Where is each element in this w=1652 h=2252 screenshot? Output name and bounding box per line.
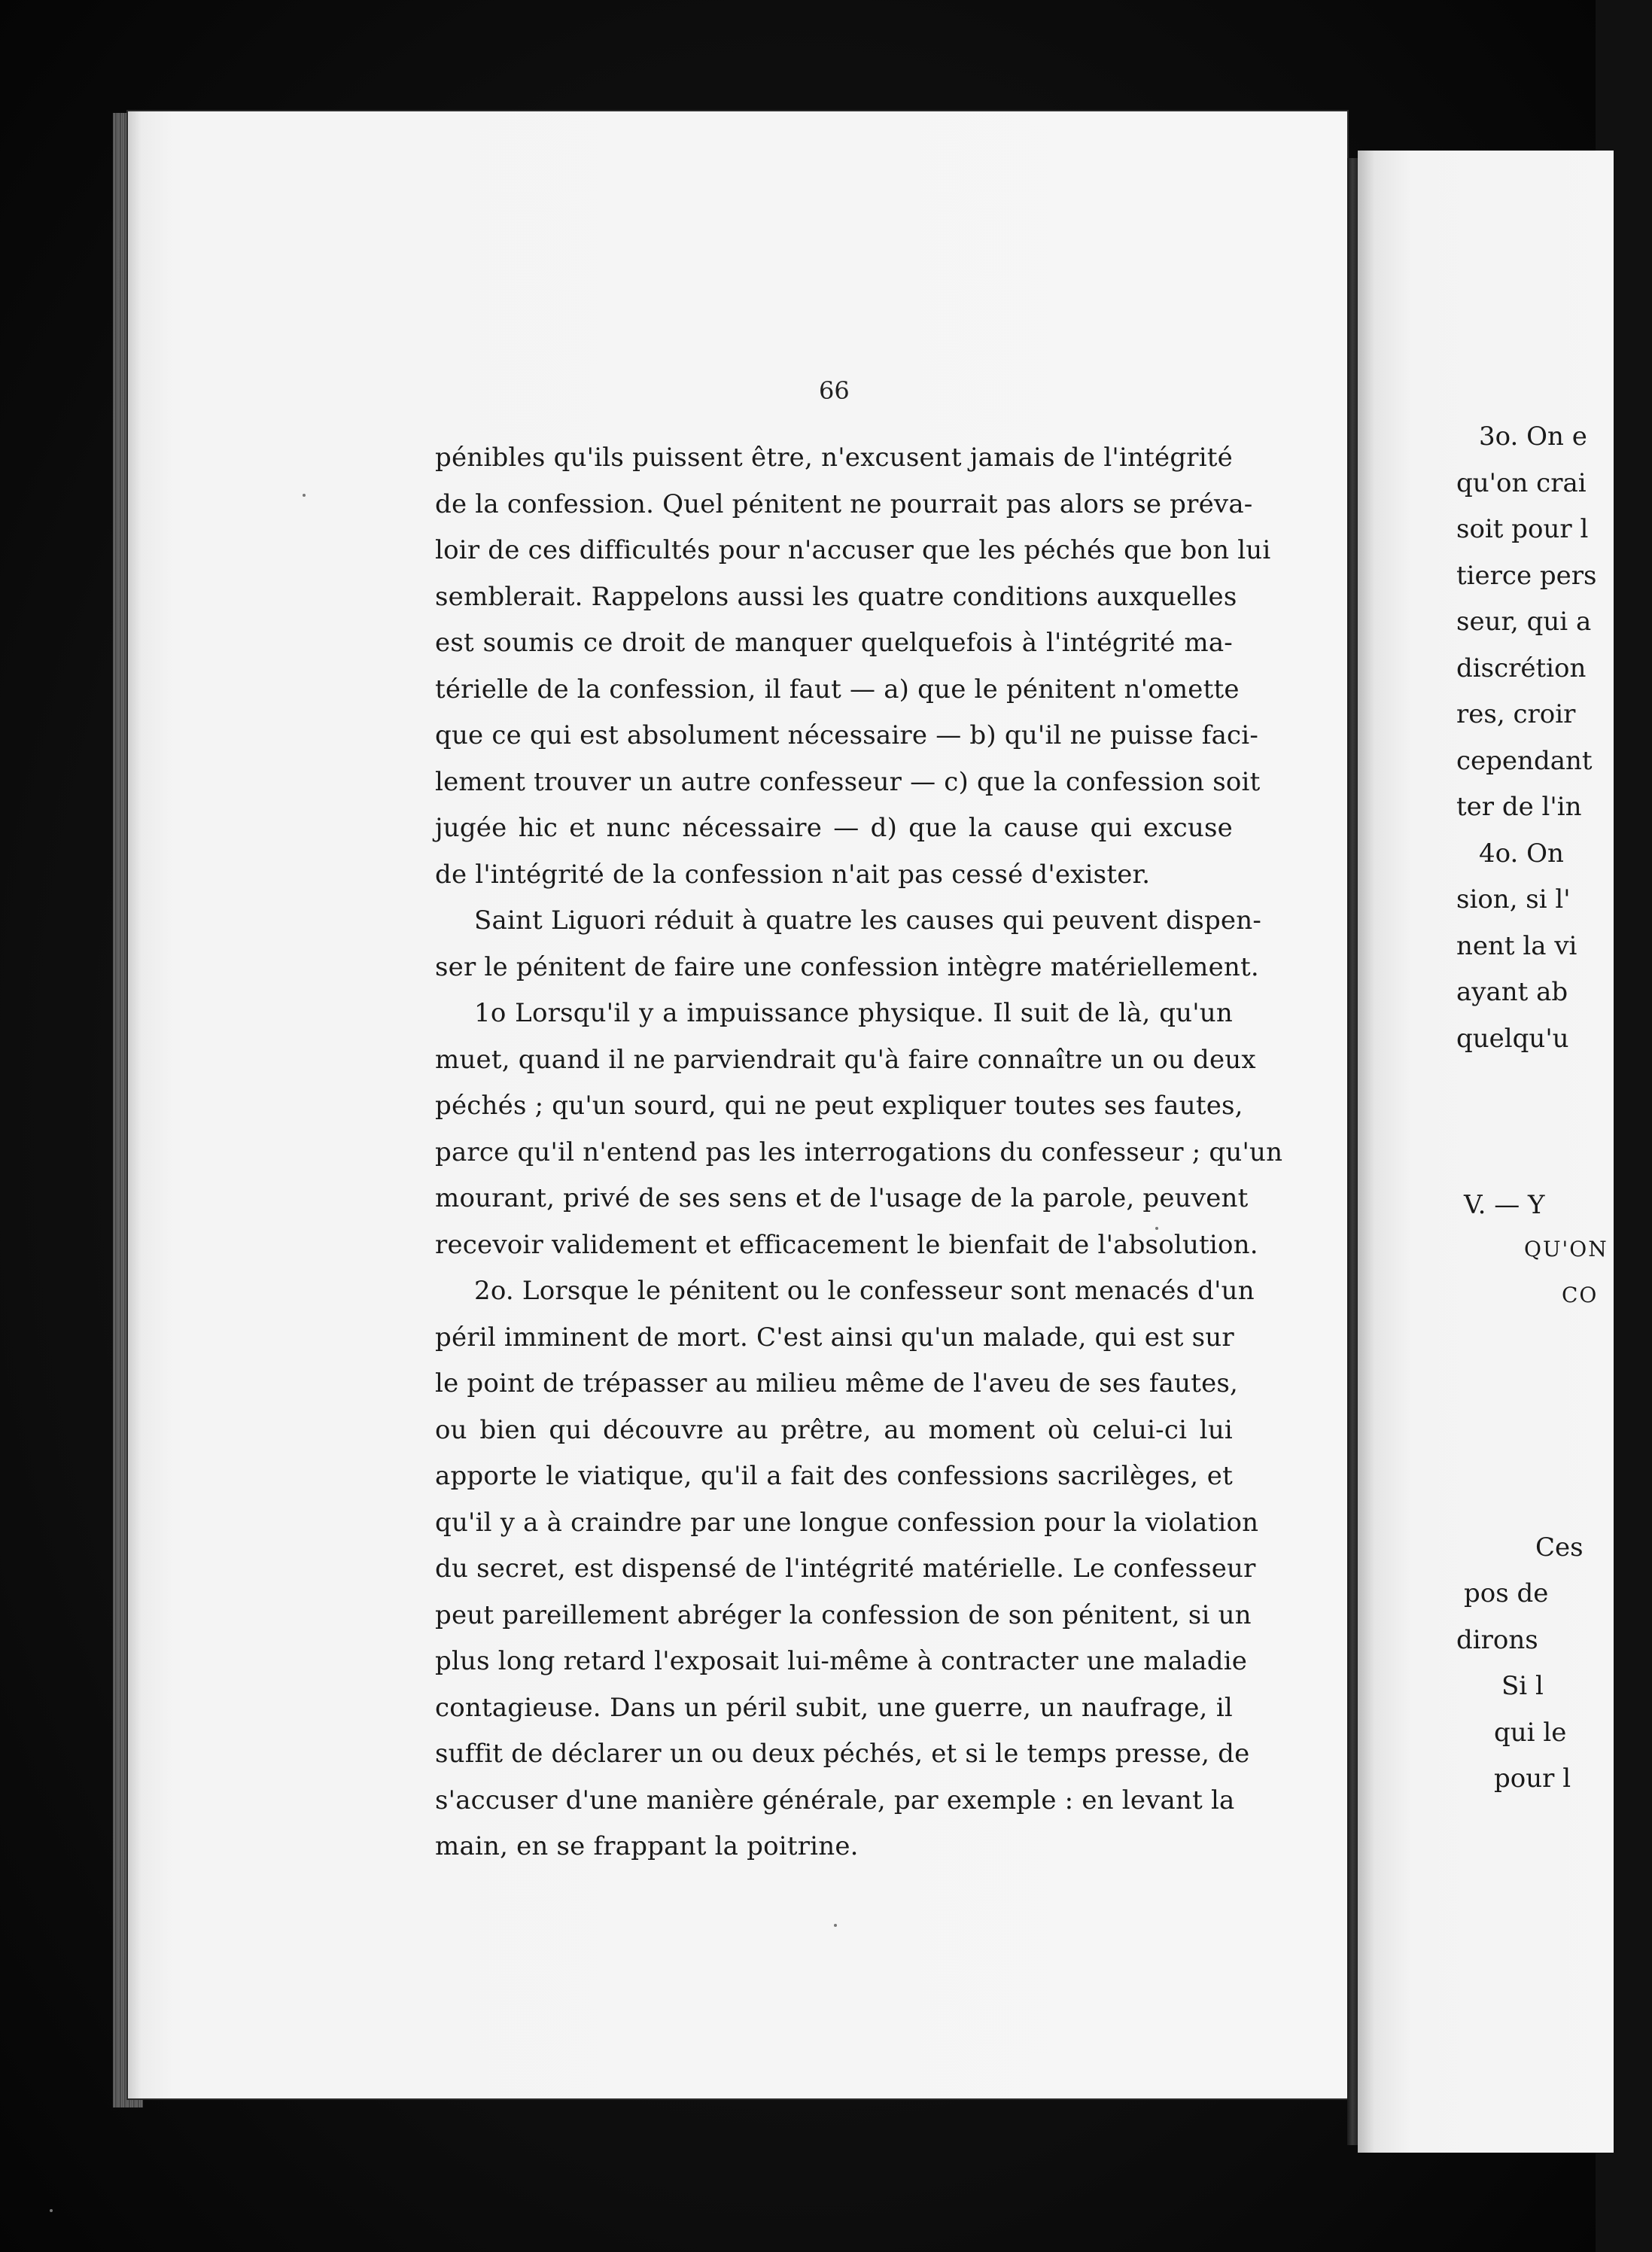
text-line: plus long retard l'exposait lui-même à contracter une maladie [435, 1646, 1248, 1676]
scan-speck [834, 1924, 837, 1927]
page-number: 66 [819, 376, 850, 405]
text-line: Ces [1535, 1532, 1584, 1563]
text-line: tierce pers [1456, 560, 1597, 591]
text-line: de l'intégrité de la confession n'ait pas cessé d'exister. [435, 859, 1151, 890]
text-line: du secret, est dispensé de l'intégrité matérielle. Le confesseur [435, 1554, 1256, 1584]
text-line: dirons [1456, 1624, 1538, 1655]
scan-speck [303, 494, 306, 497]
text-line: péril imminent de mort. C'est ainsi qu'un malade, qui est sur [435, 1322, 1234, 1353]
text-line: est soumis ce droit de manquer quelquefois à l'intégrité ma- [435, 628, 1233, 658]
text-line: pour l [1494, 1764, 1571, 1794]
text-line: de la confession. Quel pénitent ne pourrait pas alors se préva- [435, 488, 1253, 519]
text-line: muet, quand il ne parviendrait qu'à faire connaître un ou deux [435, 1044, 1256, 1075]
section-heading: CO [1562, 1283, 1599, 1307]
text-line: ou bien qui découvre au prêtre, au moment où celui-ci lui [435, 1414, 1233, 1445]
text-line: lement trouver un autre confesseur — c) que la confession soit [435, 766, 1261, 797]
text-line: seur, qui a [1456, 607, 1592, 637]
text-line: pos de [1464, 1578, 1549, 1608]
text-line: pénibles qu'ils puissent être, n'excusent jamais de l'intégrité [435, 443, 1233, 473]
text-line: main, en se frappant la poitrine. [435, 1831, 859, 1861]
text-line: nent la vi [1456, 930, 1577, 961]
book-gutter [1347, 158, 1358, 2145]
text-line: ayant ab [1456, 977, 1568, 1007]
text-line: contagieuse. Dans un péril subit, une guerre, un naufrage, il [435, 1692, 1233, 1723]
text-line: 3o. On e [1479, 421, 1587, 452]
text-line: mourant, privé de ses sens et de l'usage de la parole, peuvent [435, 1183, 1249, 1213]
text-line: peut pareillement abréger la confession de son pénitent, si un [435, 1599, 1252, 1630]
scan-speck [1155, 1227, 1158, 1230]
text-line: sion, si l' [1456, 884, 1571, 914]
text-line: péchés ; qu'un sourd, qui ne peut expliquer toutes ses fautes, [435, 1091, 1243, 1121]
text-line: cependant [1456, 745, 1593, 776]
scan-speck [50, 2209, 53, 2212]
text-line: 4o. On [1479, 838, 1564, 869]
text-line: apporte le viatique, qu'il a fait des confessions sacrilèges, et [435, 1461, 1233, 1491]
text-line: Si l [1501, 1671, 1544, 1701]
text-line: suffit de déclarer un ou deux péchés, et si le temps presse, de [435, 1739, 1250, 1769]
text-line: discrétion [1456, 653, 1587, 683]
text-line: loir de ces difficultés pour n'accuser que les péchés que bon lui [435, 535, 1271, 565]
section-heading: V. — Y [1464, 1190, 1545, 1220]
text-line: térielle de la confession, il faut — a) que le pénitent n'omette [435, 674, 1240, 705]
text-line: 2o. Lorsque le pénitent ou le confesseur sont menacés d'un [474, 1276, 1255, 1306]
text-line: Saint Liguori réduit à quatre les causes qui peuvent dispen- [474, 905, 1262, 936]
section-heading: QU'ON [1524, 1236, 1608, 1261]
text-line: semblerait. Rappelons aussi les quatre conditions auxquelles [435, 581, 1237, 612]
text-line: qu'on crai [1456, 467, 1587, 498]
text-line: le point de trépasser au milieu même de l'aveu de ses fautes, [435, 1368, 1239, 1398]
text-line: s'accuser d'une manière générale, par exemple : en levant la [435, 1785, 1235, 1815]
text-line: parce qu'il n'entend pas les interrogations du confesseur ; qu'un [435, 1137, 1283, 1167]
text-line: res, croir [1456, 699, 1576, 729]
text-line: que ce qui est absolument nécessaire — b) qu'il ne puisse faci- [435, 720, 1259, 750]
text-line: soit pour l [1456, 514, 1589, 544]
text-line: ser le pénitent de faire une confession intègre matériellement. [435, 951, 1259, 982]
left-page-body [435, 435, 1283, 1870]
text-line: 1o Lorsqu'il y a impuissance physique. Il suit de là, qu'un [474, 998, 1233, 1028]
text-line: jugée hic et nunc nécessaire — d) que la cause qui excuse [435, 813, 1233, 843]
text-line: qui le [1494, 1717, 1567, 1748]
text-line: quelqu'u [1456, 1023, 1569, 1054]
text-line: ter de l'in [1456, 792, 1582, 822]
text-line: recevoir validement et efficacement le bienfait de l'absolution. [435, 1229, 1258, 1260]
right-page-body [1456, 421, 1652, 1810]
text-line: qu'il y a à craindre par une longue confession pour la violation [435, 1507, 1259, 1538]
